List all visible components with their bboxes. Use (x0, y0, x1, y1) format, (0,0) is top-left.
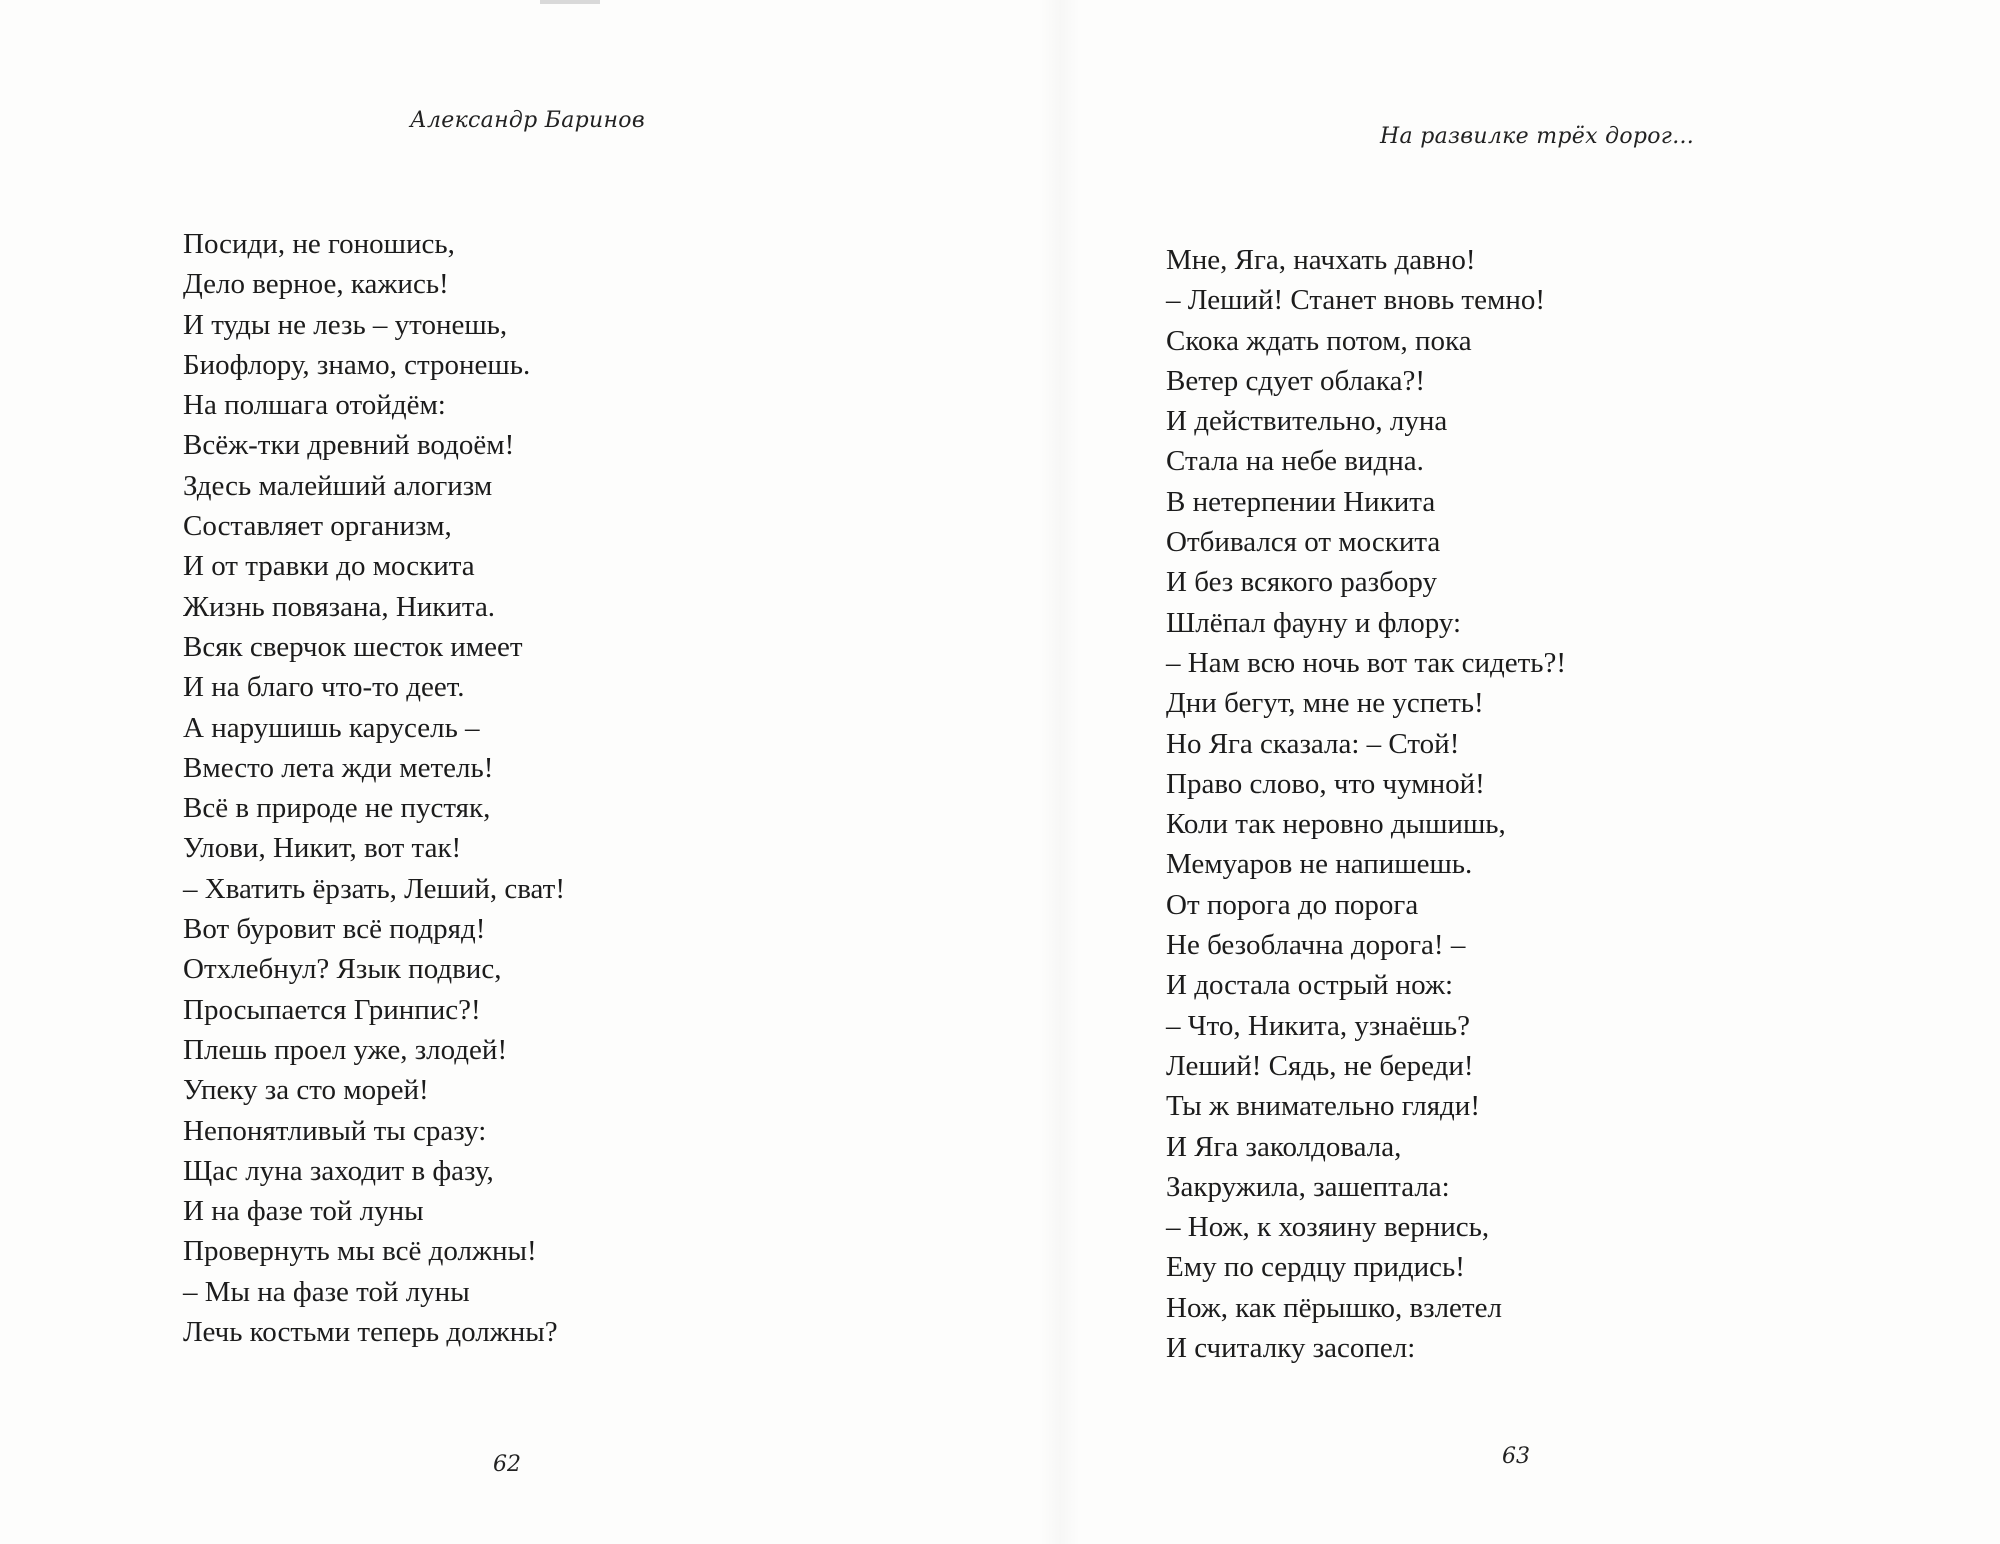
verse-line: Всёж-тки древний водоём! (183, 429, 515, 462)
verse-line: Здесь малейший алогизм (183, 469, 493, 502)
verse-line: Щас луна заходит в фазу, (183, 1154, 494, 1187)
verse-line: Отбивался от москита (1166, 526, 1441, 559)
verse-line: Леший! Сядь, не береди! (1166, 1049, 1474, 1082)
right-page (1040, 0, 2000, 1544)
verse-line: Вот буровит всё подряд! (183, 913, 486, 946)
verse-line: Но Яга сказала: – Стой! (1166, 727, 1460, 760)
verse-line: Составляет организм, (183, 510, 452, 543)
verse-line: И Яга заколдовала, (1166, 1130, 1402, 1163)
verse-line: И туды не лезь – утонешь, (183, 308, 508, 341)
page-number-right: 63 (1502, 1444, 1530, 1469)
verse-line: Коли так неровно дышишь, (1166, 808, 1506, 841)
verse-line: Жизнь повязана, Никита. (183, 590, 496, 623)
verse-line: И без всякого разбору (1166, 566, 1437, 599)
verse-line: Мемуаров не напишешь. (1166, 848, 1473, 881)
verse-line: Всё в природе не пустяк, (183, 792, 491, 825)
verse-line: – Мы на фазе той луны (183, 1275, 470, 1308)
verse-line: И от травки до москита (183, 550, 475, 583)
verse-line: Шлёпал фауну и флору: (1166, 606, 1462, 639)
verse-line: Вместо лета жди метель! (183, 751, 494, 784)
verse-line: Отхлебнул? Язык подвис, (183, 953, 502, 986)
verse-line: Право слово, что чумной! (1166, 767, 1485, 800)
verse-line: Улови, Никит, вот так! (183, 832, 462, 865)
verse-line: Ветер сдует облака?! (1166, 364, 1425, 397)
verse-line: И достала острый нож: (1166, 969, 1454, 1002)
verse-line: Нож, как пёрышко, взлетел (1166, 1291, 1502, 1324)
verse-line: Ты ж внимательно гляди! (1166, 1090, 1480, 1123)
verse-line: Посиди, не гоношись, (183, 228, 455, 260)
verse-line: – Что, Никита, узнаёшь? (1166, 1009, 1471, 1042)
verse-line: На полшага отойдём: (183, 389, 446, 422)
verse-left (183, 224, 565, 1352)
verse-line: А нарушишь карусель – (183, 711, 480, 744)
verse-line: Дело верное, кажись! (183, 268, 449, 301)
verse-line: – Нам всю ночь вот так сидеть?! (1166, 646, 1567, 679)
verse-line: Ему по сердцу придись! (1166, 1251, 1465, 1284)
verse-line: И действительно, луна (1166, 405, 1448, 438)
verse-line: – Хватить ёрзать, Леший, сват! (183, 872, 566, 905)
verse-line: Просыпается Гринпис?! (183, 993, 481, 1026)
verse-line: Скока ждать потом, пока (1166, 324, 1472, 357)
verse-line: Закружила, зашептала: (1166, 1170, 1450, 1203)
verse-line: – Леший! Станет вновь темно! (1166, 284, 1545, 317)
verse-line: – Нож, к хозяину вернись, (1166, 1211, 1490, 1244)
verse-line: Не безоблачна дорога! – (1166, 929, 1466, 962)
running-header-author: Александр Баринов (410, 108, 645, 133)
verse-line: Лечь костьми теперь должны? (183, 1316, 558, 1349)
verse-line: От порога до порога (1166, 888, 1419, 921)
verse-line: И на фазе той луны (183, 1195, 424, 1228)
verse-line: Всяк сверчок шесток имеет (183, 630, 523, 663)
running-header-title: На развилке трёх дорог... (1380, 124, 1695, 149)
verse-line: И на благо что-то деет. (183, 671, 465, 704)
page-number-left: 62 (493, 1452, 521, 1477)
verse-line: В нетерпении Никита (1166, 485, 1436, 518)
verse-line: Дни бегут, мне не успеть! (1166, 687, 1484, 720)
verse-right (1166, 240, 1566, 1368)
verse-line: Непонятливый ты сразу: (183, 1114, 487, 1147)
verse-line: Стала на небе видна. (1166, 445, 1424, 478)
verse-line: И считалку засопел: (1166, 1332, 1416, 1365)
verse-line: Плешь проел уже, злодей! (183, 1033, 508, 1066)
verse-line: Провернуть мы всё должны! (183, 1235, 537, 1268)
verse-line: Упеку за сто морей! (183, 1074, 429, 1107)
verse-line: Мне, Яга, начхать давно! (1166, 244, 1476, 276)
verse-line: Биофлору, знамо, стронешь. (183, 348, 531, 381)
